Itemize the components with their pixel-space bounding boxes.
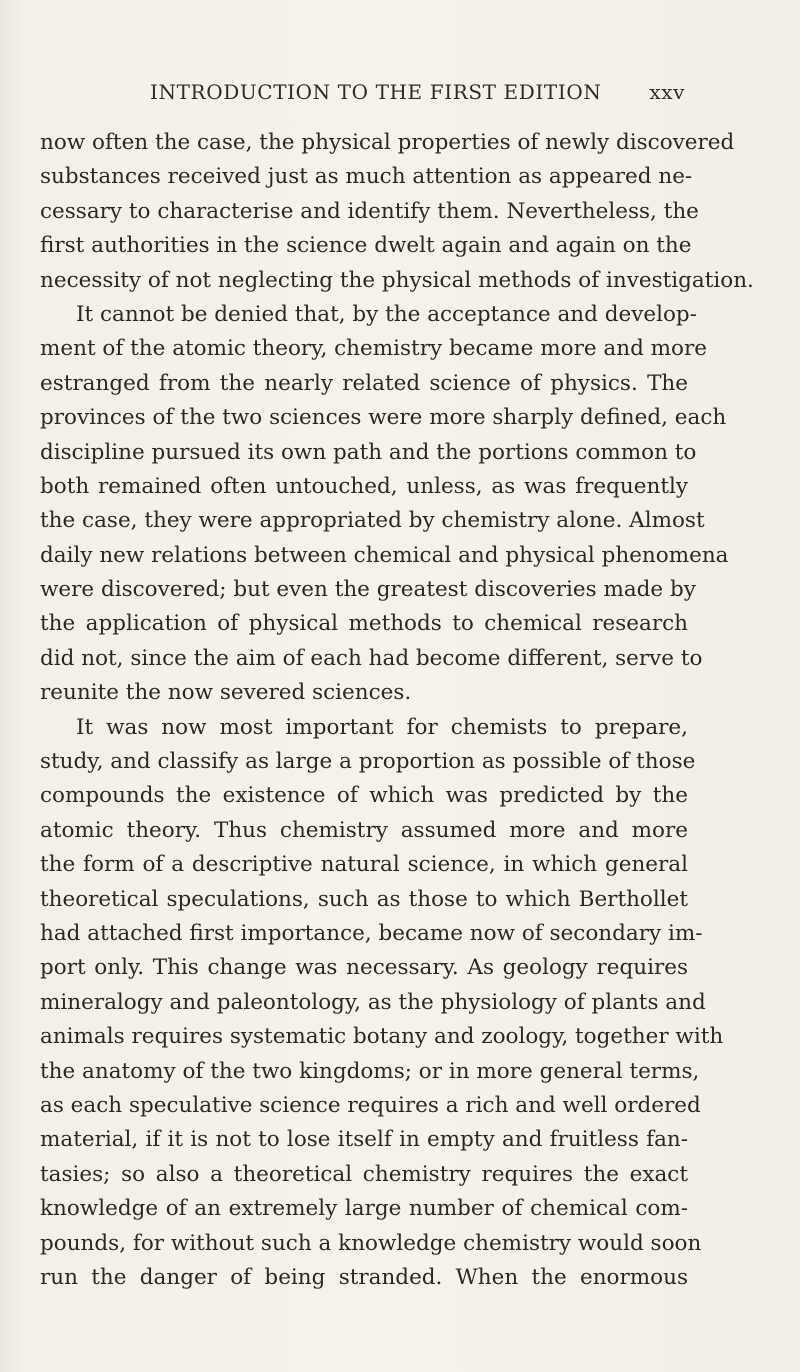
text-line: reunite the now severed sciences. <box>40 680 412 706</box>
text-line: necessity of not neglecting the physical methods of investigation. <box>40 267 754 293</box>
text-line: animals requires systematic botany and zoology, together with <box>40 1024 724 1050</box>
text-line: the case, they were appropriated by chemistry alone. Almost <box>40 508 705 534</box>
text-line: ment of the atomic theory, chemistry became more and more <box>40 336 708 362</box>
text-line: tasies; so also a theoretical chemistry requires the exact <box>40 1161 688 1187</box>
text-line: It cannot be denied that, by the acceptance and develop- <box>76 301 697 327</box>
text-line: knowledge of an extremely large number of chemical com- <box>40 1196 688 1222</box>
text-line: pounds, for without such a knowledge chemistry would soon <box>40 1230 702 1256</box>
text-line: the application of physical methods to chemical research <box>40 611 688 637</box>
text-line: now often the case, the physical properties of newly discovered <box>40 130 735 155</box>
text-line: run the danger of being stranded. When the enormous <box>40 1264 688 1290</box>
text-line: the form of a descriptive natural science, in which general <box>40 852 688 878</box>
text-line: port only. This change was necessary. As geology requires <box>40 955 688 981</box>
text-line: material, if it is not to lose itself in empty and fruitless fan- <box>40 1127 688 1153</box>
text-line: daily new relations between chemical and physical phenomena <box>40 542 729 568</box>
page-number: xxv <box>649 80 685 104</box>
text-line: cessary to characterise and identify them. Nevertheless, the <box>40 198 699 224</box>
text-line: had attached first importance, became now of secondary im- <box>40 920 703 946</box>
text-line: discipline pursued its own path and the portions common to <box>40 439 697 465</box>
text-line: the anatomy of the two kingdoms; or in more general terms, <box>40 1058 700 1084</box>
text-line: estranged from the nearly related science of physics. The <box>40 370 688 396</box>
body-text <box>40 126 754 1295</box>
text-line: substances received just as much attention as appeared ne- <box>40 164 693 190</box>
running-head <box>150 80 685 104</box>
text-line: study, and classify as large a proportion as possible of those <box>40 749 696 775</box>
running-head-title: INTRODUCTION TO THE FIRST EDITION <box>150 80 602 104</box>
text-line: provinces of the two sciences were more sharply defined, each <box>40 405 727 431</box>
text-line: theoretical speculations, such as those to which Berthollet <box>40 886 688 912</box>
text-line: atomic theory. Thus chemistry assumed more and more <box>40 817 688 843</box>
text-line: both remained often untouched, unless, as was frequently <box>40 473 688 499</box>
text-line: as each speculative science requires a rich and well ordered <box>40 1092 701 1118</box>
text-line: did not, since the aim of each had become different, serve to <box>40 645 703 671</box>
text-line: mineralogy and paleontology, as the physiology of plants and <box>40 989 706 1015</box>
text-line: first authorities in the science dwelt again and again on the <box>40 233 692 259</box>
text-line: were discovered; but even the greatest discoveries made by <box>40 577 696 603</box>
text-line: It was now most important for chemists to prepare, <box>76 714 688 740</box>
text-line: compounds the existence of which was predicted by the <box>40 783 688 809</box>
